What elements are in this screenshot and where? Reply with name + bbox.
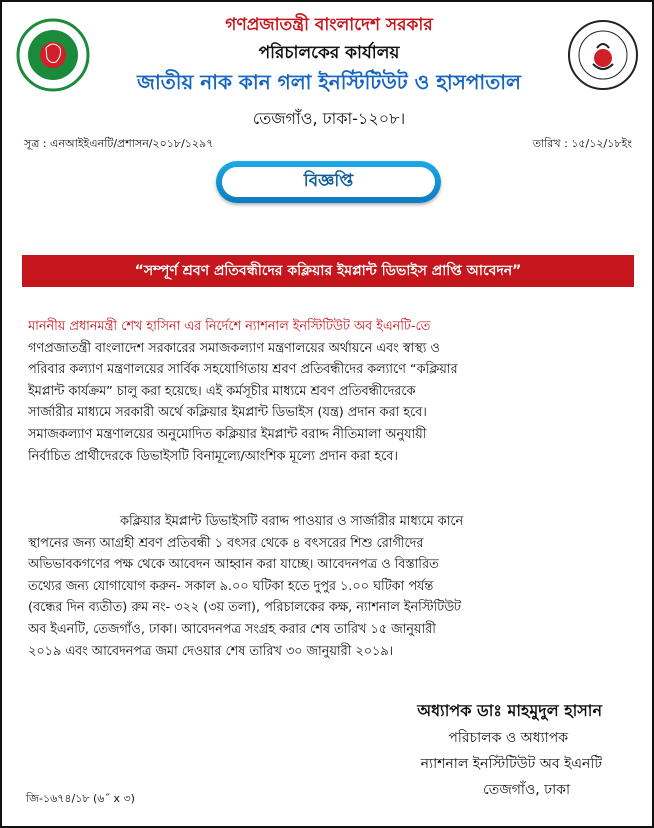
signatory-organization: ন্যাশনাল ইনস্টিটিউট অব ইএনটি [420, 756, 602, 772]
paragraph-2 [28, 511, 630, 662]
paragraph-line: পরিবার কল্যাণ মন্ত্রণালয়ের সার্বিক সহযোগিতায় শ্রবণ প্রতিবন্ধীদের কল্যাণে “কক্লিয়ার [28, 362, 458, 378]
institute-title: জাতীয় নাক কান গলা ইনস্টিটিউট ও হাসপাতাল [137, 70, 521, 94]
paragraph-line: (বন্ধের দিন ব্যতীত) রুম নং- ৩২২ (৩য় তলা), পরিচালকের কক্ষ, ন্যাশনাল ইনস্টিটিউট [28, 600, 462, 616]
paragraph-line: কক্লিয়ার ইমপ্লান্ট ডিভাইসটি বরাদ্দ পাওয়ার ও সার্জারীর মাধ্যমে কানে [120, 514, 464, 529]
paragraph-line: সার্জারীর মাধ্যমে সরকারী অর্থে কক্লিয়ার ইমপ্লান্ট ডিভাইস (যন্ত্র) প্রদান করা হবে। [28, 405, 427, 421]
notice-label-badge [216, 161, 441, 203]
paragraph-line: সমাজকল্যাণ মন্ত্রণালয়ের অনুমোদিত কক্লিয়ার ইমপ্লান্ট বরাদ্দ নীতিমালা অনুযায়ী [28, 426, 427, 442]
institute-address: তেজগাঁও, ঢাকা-১২০৮। [252, 109, 406, 128]
government-title: গণপ্রজাতন্ত্রী বাংলাদেশ সরকার [225, 15, 433, 35]
notice-label: বিজ্ঞপ্তি [222, 167, 435, 197]
reference-number: সূত্র : এনআইইএনটি/প্রশাসন/২০১৮/১২৯৭ [24, 137, 214, 150]
paragraph-line: গণপ্রজাতন্ত্রী বাংলাদেশ সরকারের সমাজকল্যাণ মন্ত্রণালয়ের অর্থায়নে এবং স্বাস্থ্য ও [28, 340, 440, 356]
paragraph-line: অব ইএনটি, তেজগাঁও, ঢাকা। আবেদনপত্র সংগ্রহ করার শেষ তারিখ ১৫ জানুয়ারী [28, 621, 436, 637]
office-title: পরিচালকের কার্যালয় [258, 43, 400, 63]
paragraph-line: ইমপ্লান্ট কার্যক্রম” চালু করা হয়েছে। এই কর্মসূচীর মাধ্যমে শ্রবণ প্রতিবন্ধীদেরকে [28, 383, 416, 399]
signatory-title: পরিচালক ও অধ্যাপক [448, 730, 568, 746]
paragraph-1 [28, 316, 630, 467]
paragraph-line: ২০১৯ এবং আবেদনপত্র জমা দেওয়ার শেষ তারিখ ৩০ জানুয়ারী ২০১৯। [28, 643, 394, 659]
signatory-name: অধ্যাপক ডাঃ মাহমুদুল হাসান [417, 701, 602, 720]
paragraph-line: স্থাপনের জন্য আগ্রহী শ্রবণ প্রতিবন্ধী ১ বৎসর থেকে ৪ বৎসরের শিশু রোগীদের [28, 535, 424, 551]
signatory-location: তেজগাঁও, ঢাকা [483, 782, 570, 798]
notice-subject-banner: “সম্পূর্ণ শ্রবণ প্রতিবন্ধীদের কক্লিয়ার ইমপ্লান্ট ডিভাইস প্রাপ্তি আবেদন” [22, 255, 634, 287]
paragraph-line: তথ্যের জন্য যোগাযোগ করুন- সকাল ৯.০০ ঘটিকা হতে দুপুর ১.০০ ঘটিকা পর্যন্ত [28, 578, 434, 594]
advertisement-code: জি-১৬৭৪/১৮ (৬˝ x ৩) [26, 792, 135, 805]
paragraph-line: অভিভাবকগণের পক্ষ থেকে আবেদন আহ্বান করা যাচ্ছে। আবেদনপত্র ও বিস্তারিত [28, 557, 439, 573]
notice-date: তারিখ : ১৫/১২/১৮ইং [532, 137, 632, 150]
paragraph-line: মাননীয় প্রধানমন্ত্রী শেখ হাসিনা এর নির্দেশে ন্যাশনাল ইনস্টিটিউট অব ইএনটি-তে [28, 319, 431, 334]
paragraph-line: নির্বাচিত প্রার্থীদেরকে ডিভাইসটি বিনামূল্যে/আংশিক মূল্যে প্রদান করা হবে। [28, 448, 398, 464]
